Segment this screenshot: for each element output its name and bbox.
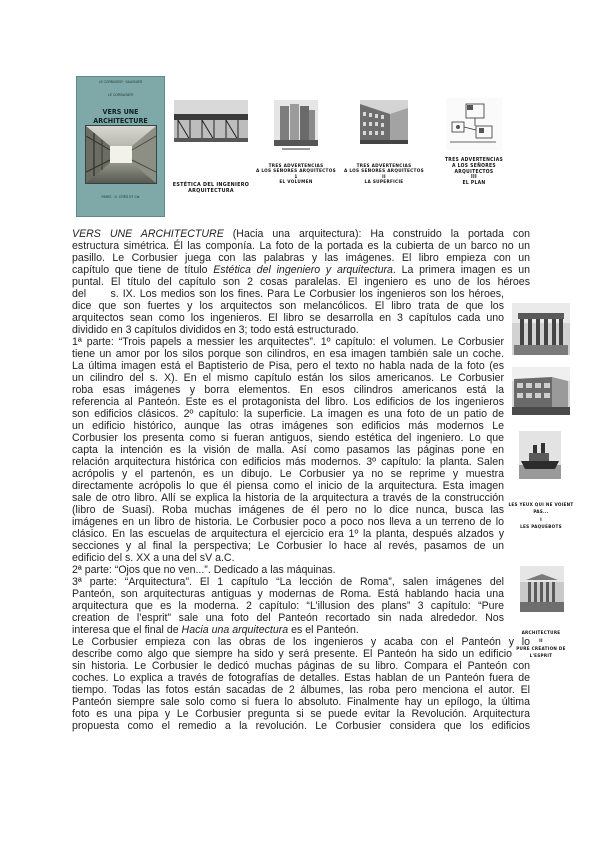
text-line-33: creation de l’esprit” sale una foto del Panteón recortado sin nada alrededor. Nos [72,612,504,624]
surface-figure [342,100,426,212]
book-cover-image [76,76,165,217]
text-line-20: relación arquitectura histórica con edificios más modernos. 3º capítulo: la planta. Salen [72,456,504,468]
text-line-21: acrópolis y el partenón, es un dibujo. Le Corbusier ya no se reprime y muestra [72,468,504,480]
cover-photo [85,125,157,184]
text-line-10: 1ª parte: “Trois papels a messier les arquitectes”. 1º capítulo: el volumen. Le Corbusier [72,336,504,348]
text-line-38: coches. Lo explica a través de fotografías de detalles. Estas hablan de un Panteón fuera de [72,672,530,684]
book-title-inline: Hacia una arquitectura [181,624,289,636]
paquebots-caption: LES YEUX QUI NE VOIENT PAS... I LES PAQUEBOTS [508,503,574,531]
text-line-11: tiene un amor por los silos porque son cilindros, en esa imagen también sale un coche. [72,348,504,360]
text-line-26: clásico. En las escuelas de arquitectura el ejercicio era 1º la planta, después alzados y [72,528,504,540]
text-line-3: pasillo. Le Corbusier juega con las palabras y las imágenes. El libro empieza con un [72,252,530,264]
text-line-34: interesa que el final de Hacia una arquitectura es el Panteón. [72,624,359,636]
plan-figure [432,98,516,212]
courtyard-photo [360,100,408,144]
engineer-aesthetic-figure [172,100,250,210]
cover-collection: LE CORBUSIER [107,93,134,97]
text-line-2: estructura simétrica. Él las componía. La foto de la portada es la cubierta de un barco no un [72,240,530,252]
text-line-37: sin historia. Le Corbusier le dedicó muchas páginas de su libro. Compara el Panteón con [72,660,530,672]
text-line-32: arquitectura que es la moderna. 2 capítulo: “L’illusion des plans” 3 capítulo: “Pure [72,600,504,612]
chapter-title: Estética del ingeniero y arquitectura [213,264,393,276]
text-line-31: Panteón, son arquitecturas antiguas y modernas de Roma. Está hablando hacia una [72,588,504,600]
text-line-13: un cilindro del s. X). En el mismo capítulo están los silos americanos. Le Corbusier [72,372,504,384]
text-line-29: 2ª parte: “Ojos que no ven...”. Dedicado a las máquinas. [72,564,336,576]
engineer-aesthetic-caption: ESTÉTICA DEL INGENIERO ARQUITECTURA [172,182,250,195]
text-line-36: describe como algo que siempre ha sido y será presente. El Panteón ha sido un edificio [72,648,512,660]
cover-title: VERS UNE ARCHITECTURE [93,107,148,125]
plan-drawing [446,98,502,150]
text-line-1: VERS UNE ARCHITECTURE (Hacia una arquitectura): Ha construido la portada con [72,228,530,240]
text-line-14: roba esas imágenes y borra elementos. En esos cilindros americanos está la [72,384,504,396]
text-line-41: foto es una pipa y Le Corbusier pregunta si se puede evitar la Revolución. Arquitectura [72,708,530,720]
text-line-16: son edificios clásicos. 2º capítulo: la superficie. La imagen es una foto de un patio de [72,408,504,420]
surface-caption: TRES ADVERTENCIAS A LOS SEÑORES ARQUITECTOS II LA SUPERFICIE [344,164,424,186]
text-line-17: un edificio histórico, aunque las otras imágenes son edificios más modernos Le [72,420,504,432]
text-line-18: Corbusier los presenta como si fueran antiguos, siendo estética del ingeniero. Lo que [72,432,504,444]
text-line-22: directamente acrópolis lo que él piensa como el inicio de la arquitectura. Esta imagen [72,480,504,492]
ship-photo [519,431,561,479]
parthenon-photo [520,566,564,612]
text-line-23: sale de otro libro. Allí se explica la historia de la arquitectura a través de la construcción [72,492,504,504]
text-line-28: edificio del s. XX a una del sV a.C. [72,552,235,564]
text-line-30: 3ª parte: “Arquitectura”. El 1 capítulo “La lección de Roma”, salen imágenes del [72,576,504,588]
volume-figure [256,100,336,212]
text-line-25: imágenes en un libro de historia. Le Corbusier poco a poco nos lleva a un terreno de lo [72,516,504,528]
text-line-5: puntal. El título del capítulo son 2 cosas paralelas. El ingeniero es uno de los héroes [72,276,530,288]
text-line-40: Panteón siempre sale solo como si fuera lo absoluto. Finalmente hay un epílogo, la última [72,696,530,708]
text-line-12: La última imagen está el Baptisterio de Pisa, pero el texto no habla nada de la foto (es [72,360,504,372]
cover-publisher: LE CORBUSIER · SAUGNIER [98,80,143,84]
bridge-photo [174,100,248,142]
text-line-9: dividido en 3 capítulos divididos en 3; todo está estructurado. [72,324,359,336]
text-line-24: (libro de Suasi). Roba muchas imágenes de él pero no lo dice nunca, busca las [72,504,504,516]
plan-caption: TRES ADVERTENCIAS A LOS SEÑORES ARQUITECTOS III EL PLAN [444,157,504,186]
paquebots-figure [508,492,574,552]
text-line-8: arquitectos sean como los ingenieros. El libro se desarrolla en 3 capítulos cada uno [72,312,504,324]
pure-creation-caption: ARCHITECTURE II PURE CRÉATION DE L'ESPRIT [516,631,566,660]
text-line-39: tiempo. Todas las fotos están sacadas de 2 álbumes, las roba pero menciona el autor. El [72,684,530,696]
cover-footer: PARIS · G. CRÈS ET Cie [101,195,140,199]
factory-photo [512,367,570,415]
text-line-7: dice que son fuertes y los arquitectos son melancólicos. El libro trata de que los [72,300,504,312]
temple-photo [512,303,570,355]
text-line-42: propuesta como el remedio a la revolución. Le Corbusier considera que los edificios [72,720,530,732]
text-line-19: capta la intención es la visión de malla. Así como pasamos las páginas pone en [72,444,504,456]
text-line-35: Le Corbusier empieza con las obras de los ingenieros y acaba con el Panteón y lo [72,636,530,648]
text-line-4: capítulo que tiene de título Estética del ingeniero y arquitectura. La primera imagen es un [72,264,531,276]
text-line-15: referencia al Panteón. Este es el protagonista del libro. Los edificios de los ingenieros [72,396,504,408]
volume-caption: TRES ADVERTENCIAS A LOS SEÑORES ARQUITECTOS 1 EL VOLUMEN [256,164,336,186]
text-line-27: secciones y al final la perspectiva; Le Corbusier lo hace al revés, pasamos de un [72,540,504,552]
silos-photo [274,100,318,146]
text-line-6: del s. IX. Los medios son los fines. Para Le Corbusier los ingenieros son los héroes, [72,288,504,300]
book-title: VERS UNE ARCHITECTURE [72,228,224,240]
silos-photo-credit [282,148,310,150]
